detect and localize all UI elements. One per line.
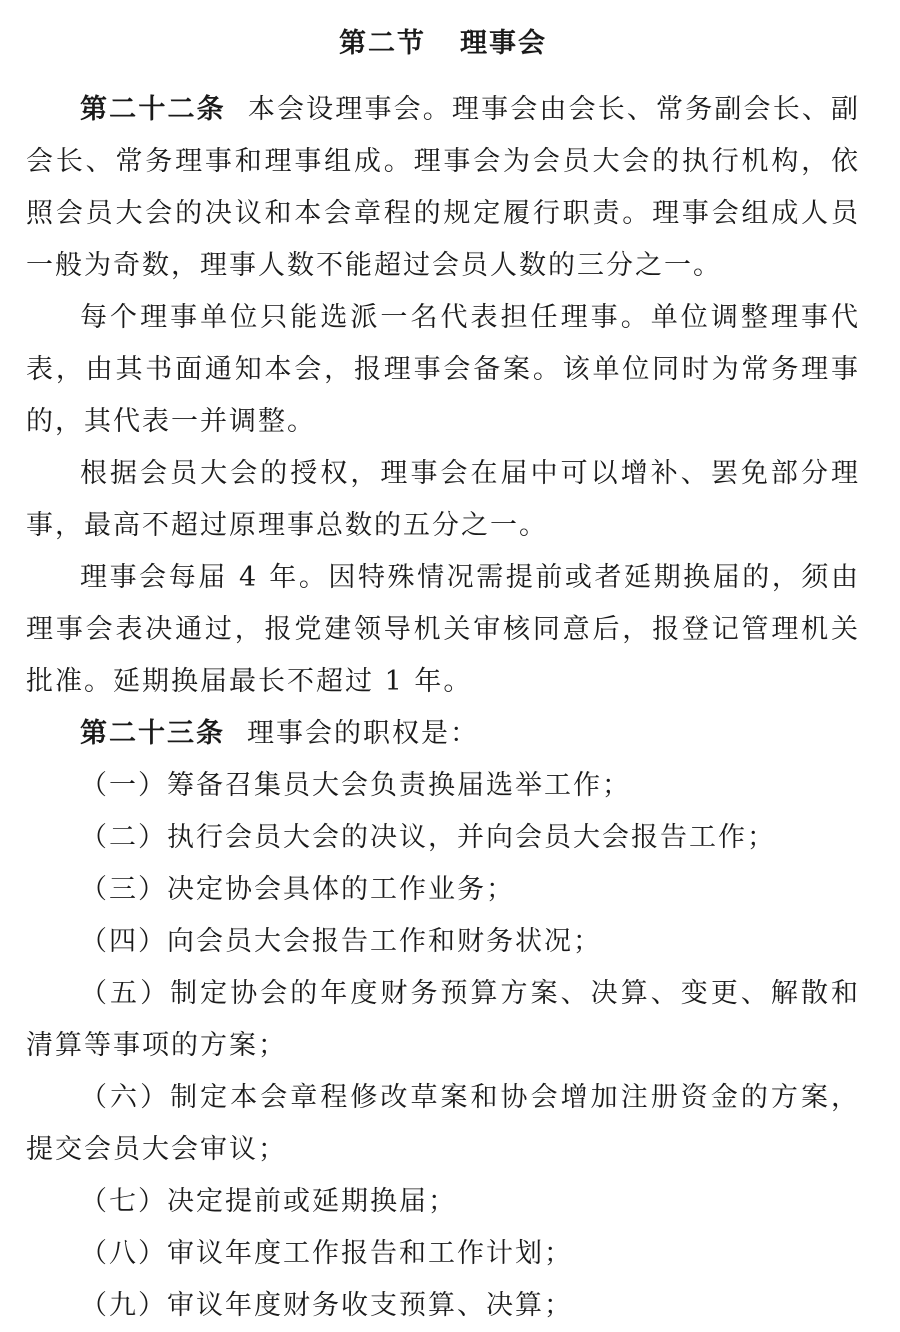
article-23-item-9: （九）审议年度财务收支预算、决算； [80, 1290, 573, 1321]
article-23-item-2: （二）执行会员大会的决议，并向会员大会报告工作； [80, 822, 776, 853]
article-22-text-1: 本会设理事会。理事会由会长、常务副会长、副会长、常务理事和理事组成。理事会为会员大会的执行机构，依照会员大会的决议和本会章程的规定履行职责。理事会组成人员一般为奇数，理事人数不能超过会员人数的三分之一。 [26, 94, 861, 281]
article-23-item-8: （八）审议年度工作报告和工作计划； [80, 1238, 573, 1269]
section-title [26, 24, 860, 64]
article-23-heading [26, 708, 860, 760]
article-22-paragraph-3: 根据会员大会的授权，理事会在届中可以增补、罢免部分理事，最高不超过原理事总数的五分之一。 [26, 458, 860, 541]
article-23-item-7: （七）决定提前或延期换届； [80, 1186, 457, 1217]
article-23-intro: 理事会的职权是： [247, 718, 479, 749]
article-23-item-1: （一）筹备召集员大会负责换届选举工作； [80, 770, 631, 801]
article-22-paragraph-1 [26, 84, 860, 292]
section-name: 理事会 [460, 28, 547, 59]
article-22-paragraph-4: 理事会每届 4 年。因特殊情况需提前或者延期换届的，须由理事会表决通过，报党建领导机关审核同意后，报登记管理机关批准。延期换届最长不超过 1 年。 [26, 562, 860, 697]
article-23-number: 第二十三条 [80, 718, 225, 749]
article-23-item-5: （五）制定协会的年度财务预算方案、决算、变更、解散和清算等事项的方案； [26, 978, 860, 1061]
article-22-number: 第二十二条 [80, 94, 226, 125]
article-23-item-4: （四）向会员大会报告工作和财务状况； [80, 926, 602, 957]
section-number: 第二节 [339, 28, 426, 59]
article-23-item-3: （三）决定协会具体的工作业务； [80, 874, 515, 905]
article-23-item-6: （六）制定本会章程修改草案和协会增加注册资金的方案，提交会员大会审议； [26, 1082, 860, 1165]
article-22-paragraph-2: 每个理事单位只能选派一名代表担任理事。单位调整理事代表，由其书面通知本会，报理事会备案。该单位同时为常务理事的，其代表一并调整。 [26, 302, 860, 437]
